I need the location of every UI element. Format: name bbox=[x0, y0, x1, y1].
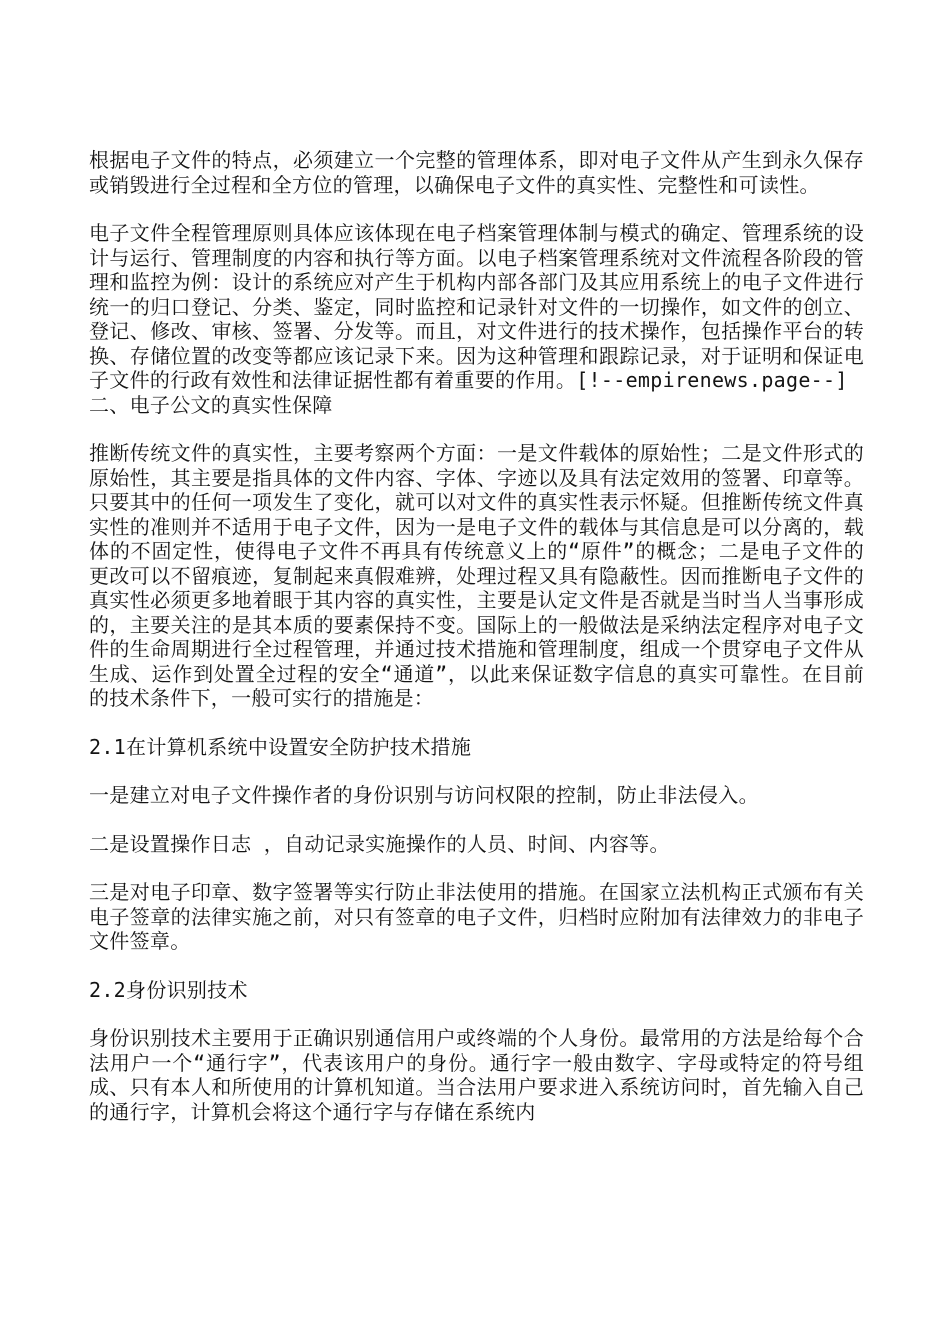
paragraph-measure-two: 二是设置操作日志 ，自动记录实施操作的人员、时间、内容等。 bbox=[89, 831, 670, 856]
document-body bbox=[89, 148, 864, 1124]
paragraph-authenticity-judgement: 推断传统文件的真实性，主要考察两个方面：一是文件载体的原始性；二是文件形式的原始性，其主要是指具体的文件内容、字体、字迹以及具有法定效用的签署、印章等。只要其中的任何一项发生了变化，就可以对文件的真实性表示怀疑。但推断传统文件真实性的准则并不适用于电子文件，因为一是电子文件的载体与其信息是可以分离的，载体的不固定性，使得电子文件不再具有传统意义上的“原件”的概念；二是电子文件的更改可以不留痕迹，复制起来真假难辨，处理过程又具有隐蔽性。因而推断电子文件的真实性必须更多地着眼于其内容的真实性，主要是认定文件是否就是当时当人当事形成的，主要关注的是其本质的要素保持不变。国际上的一般做法是采纳法定程序对电子文件的生命周期进行全过程管理，并通过技术措施和管理制度，组成一个贯穿电子文件从生成、运作到处置全过程的安全“通道”，以此来保证数字信息的真实可靠性。在目前的技术条件下，一般可实行的措施是： bbox=[89, 441, 864, 710]
paragraph-full-process-management: 电子文件全程管理原则具体应该体现在电子档案管理体制与模式的确定、管理系统的设计与运行、管理制度的内容和执行等方面。以电子档案管理系统对文件流程各阶段的管理和监控为例：设计的系统应对产生于机构内部各部门及其应用系统上的电子文件进行统一的归口登记、分类、鉴定，同时监控和记录针对文件的一切操作，如文件的创立、登记、修改、审核、签署、分发等。而且，对文件进行的技术操作，包括操作平台的转换、存储位置的改变等都应该记录下来。因为这种管理和跟踪记录，对于证明和保证电子文件的行政有效性和法律证据性都有着重要的作用。[!--empirenews.page--] bbox=[89, 221, 864, 392]
section-heading-authenticity: 二、电子公文的真实性保障 bbox=[89, 392, 333, 417]
subsection-heading-2-1: 2.1在计算机系统中设置安全防护技术措施 bbox=[89, 734, 472, 759]
paragraph-identity-recognition: 身份识别技术主要用于正确识别通信用户或终端的个人身份。最常用的方法是给每个合法用户一个“通行字”，代表该用户的身份。通行字一般由数字、字母或特定的符号组成、只有本人和所使用的计算机知道。当合法用户要求进入系统访问时，首先输入自己的通行字，计算机会将这个通行字与存储在系统内 bbox=[89, 1026, 864, 1124]
paragraph-measure-three: 三是对电子印章、数字签署等实行防止非法使用的措施。在国家立法机构正式颁布有关电子签章的法律实施之前，对只有签章的电子文件，归档时应附加有法律效力的非电子文件签章。 bbox=[89, 880, 864, 953]
paragraph-intro: 根据电子文件的特点，必须建立一个完整的管理体系，即对电子文件从产生到永久保存或销毁进行全过程和全方位的管理，以确保电子文件的真实性、完整性和可读性。 bbox=[89, 148, 864, 197]
paragraph-measure-one: 一是建立对电子文件操作者的身份识别与访问权限的控制，防止非法侵入。 bbox=[89, 783, 759, 807]
subsection-heading-2-2: 2.2身份识别技术 bbox=[89, 977, 248, 1002]
